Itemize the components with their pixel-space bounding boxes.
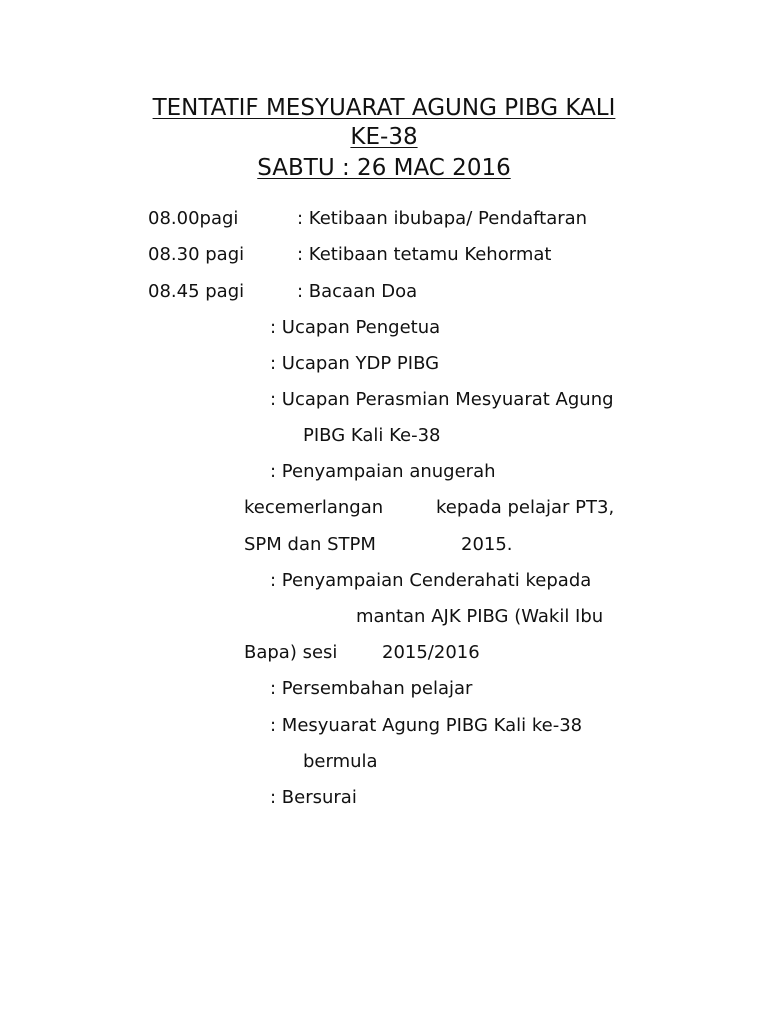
- program-line: 2015/2016: [382, 642, 480, 663]
- program-line: : Mesyuarat Agung PIBG Kali ke-38: [270, 715, 583, 736]
- program-line: 2015.: [461, 534, 513, 555]
- schedule-item-3: : Bacaan Doa: [297, 281, 418, 302]
- program-line: Bapa) sesi: [244, 642, 338, 663]
- program-line: : Ucapan Pengetua: [270, 317, 441, 338]
- schedule-item-1: : Ketibaan ibubapa/ Pendaftaran: [297, 208, 588, 229]
- document-title-line-2: KE-38: [350, 124, 418, 150]
- schedule-item-2: : Ketibaan tetamu Kehormat: [297, 244, 552, 265]
- program-line: : Ucapan Perasmian Mesyuarat Agung: [270, 389, 614, 410]
- schedule-time-3: 08.45 pagi: [148, 281, 245, 302]
- program-line: : Bersurai: [270, 787, 357, 808]
- program-line: : Penyampaian anugerah: [270, 461, 496, 482]
- program-line: : Penyampaian Cenderahati kepada: [270, 570, 592, 591]
- program-line: kepada pelajar PT3,: [436, 497, 615, 518]
- program-line: SPM dan STPM: [244, 534, 376, 555]
- document-title-date: SABTU : 26 MAC 2016: [257, 155, 511, 181]
- schedule-time-2: 08.30 pagi: [148, 244, 245, 265]
- program-line: kecemerlangan: [244, 497, 384, 518]
- program-line: : Ucapan YDP PIBG: [270, 353, 440, 374]
- program-line: mantan AJK PIBG (Wakil Ibu: [356, 606, 604, 627]
- schedule-time-1: 08.00pagi: [148, 208, 239, 229]
- program-line: bermula: [303, 751, 378, 772]
- document-title-line-1: TENTATIF MESYUARAT AGUNG PIBG KALI: [152, 95, 616, 121]
- program-line: : Persembahan pelajar: [270, 678, 473, 699]
- program-line: PIBG Kali Ke-38: [303, 425, 441, 446]
